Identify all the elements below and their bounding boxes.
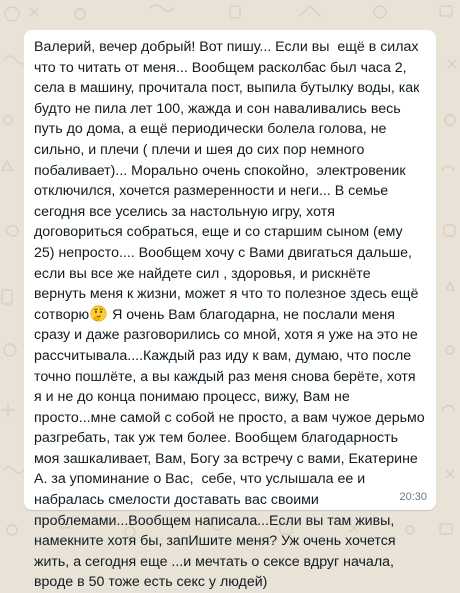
- thinking-face-emoji: [90, 305, 107, 322]
- message-text-part-1: Валерий, вечер добрый! Вот пишу... Если вы ещё в силах что то читать от меня... Вообщем расколбас был часа 2, села в машину, прочитала пост, выпила бутылку воды, как будто не пила лет 100, жажда и сон наваливались весь путь до дома, а ещё периодически болела голова, не сильно, и плечи ( плечи и шея до сих пор немного побаливает)... Морально очень спокойно, электровеник отключился, хочется размеренности и неги... В семье сегодня все уселись за настольную игру, хотя договориться собраться, еще и со старшим сыном (ему 25) непросто.... Вообщем хочу с Вами двигаться дальше, если вы все же найдете сил , здоровья, и рискнёте вернуть меня к жизни, может я что то полезное здесь ещё сотворю: [34, 39, 424, 323]
- message-timestamp: 20:30: [399, 491, 427, 503]
- message-text: [34, 37, 429, 593]
- message-text-part-2: Я очень Вам благодарна, не послали меня сразу и даже разговорились со мной, хотя я уже на это не рассчитывала....Каждый раз иду к вам, думаю, что после точно пошлёте, а вы каждый раз меня снова берёте, хотя я и не до конца понимаю процесс, вижу, Вам не просто...мне самой с собой не просто, а вам чужое дерьмо разгребать, так уж тем более. Вообщем благодарность моя зашкаливает, Вам, Богу за встречу с вами, Екатерине А. за упоминание о Вас, себе, что услышала ее и набралась смелости доставать вас своими проблемами...Вообщем написала...Если вы там живы, намекните хотя бы, запИшите меня? Уж очень хочется жить, а сегодня еще ...и мечтать о сексе вдруг начала, вроде в 50 тоже есть секс у людей): [34, 306, 429, 591]
- incoming-message-bubble[interactable]: [24, 30, 436, 591]
